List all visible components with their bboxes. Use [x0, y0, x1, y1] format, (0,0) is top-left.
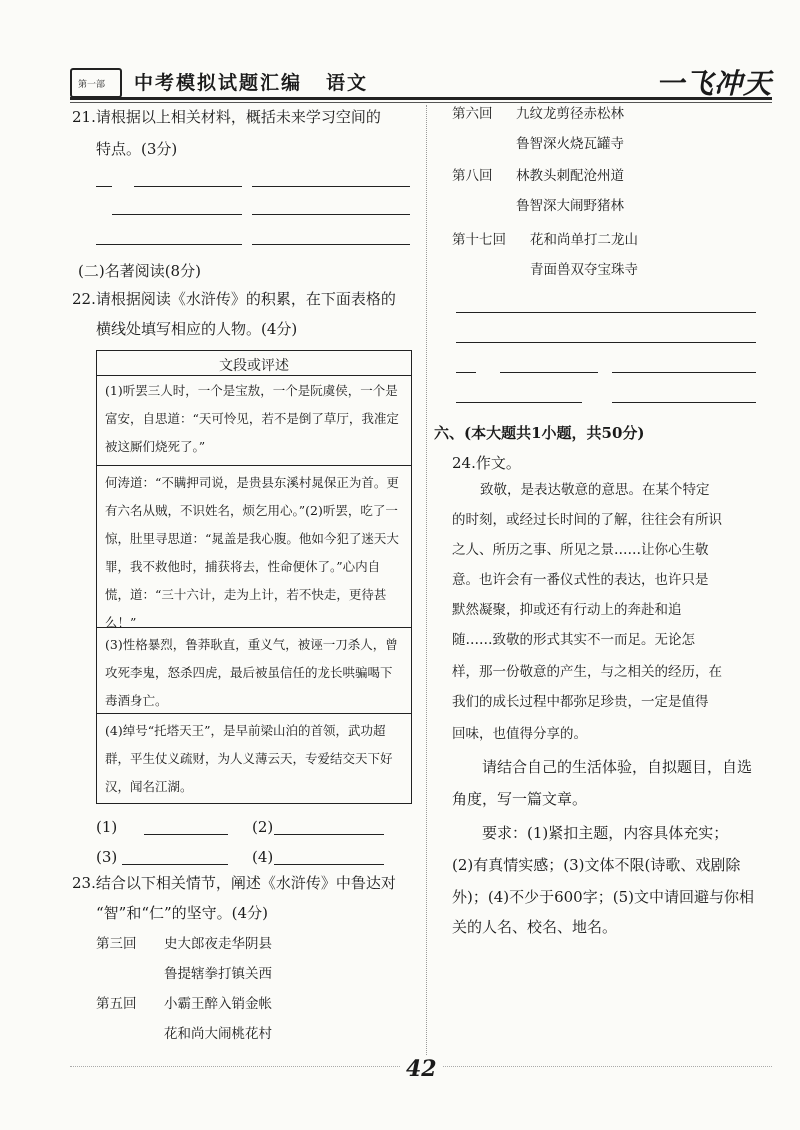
q22-line1: 22.请根据阅读《水浒传》的积累，在下面表格的 — [72, 290, 396, 308]
essay-instruction-line: 角度，写一篇文章。 — [452, 790, 588, 808]
answer-line[interactable] — [500, 372, 598, 373]
chapter-title: 林教头刺配沧州道 — [516, 168, 624, 184]
section-reading-heading: (二)名著阅读(8分) — [78, 262, 201, 280]
chapter-title: 花和尚大闹桃花村 — [164, 1026, 272, 1042]
chapter-title: 鲁智深大闹野猪林 — [516, 198, 624, 214]
essay-prompt-line: 的时刻，或经过长时间的了解，往往会有所识 — [452, 512, 722, 528]
chapter-title: 鲁提辖拳打镇关西 — [164, 966, 272, 982]
table-divider — [97, 465, 411, 466]
chapter-num: 第十七回 — [452, 232, 506, 248]
table-row-2: 何涛道：“不瞒押司说，是贵县东溪村晁保正为首。更有六名从贼，不识姓名，烦乞用心。”(2)听罢，吃了一惊，肚里寻思道：“晁盖是我心腹。他如今犯了迷天大罪，我不救他时，捕获将去，性命便休了。”心内自慌，道：“三十六计，走为上计，若不快走，更待甚么！” — [105, 475, 399, 630]
header-rule-thin — [70, 102, 772, 103]
essay-prompt-line: 之人、所历之事、所见之景……让你心生敬 — [452, 542, 709, 558]
blank-label-2: (2) — [252, 818, 274, 836]
essay-prompt-line: 回味，也值得分享的。 — [452, 726, 587, 742]
q23-line1: 23.结合以下相关情节，阐述《水浒传》中鲁达对 — [72, 874, 396, 892]
essay-instruction-line: 请结合自己的生活体验，自拟题目，自选 — [482, 758, 753, 776]
table-row-4: (4)绰号“托塔天王”，是早前梁山泊的首领，武功超群，平生仗义疏财，为人义薄云天，专爱结交天下好汉，闻名江湖。 — [105, 723, 393, 794]
essay-prompt-line: 致敬，是表达敬意的意思。在某个特定 — [480, 482, 710, 498]
essay-requirement-line: 要求：(1)紧扣主题，内容具体充实； — [482, 824, 729, 842]
blank-line-3[interactable] — [122, 864, 228, 865]
q21-line2: 特点。(3分) — [96, 140, 178, 158]
answer-line[interactable] — [252, 214, 410, 215]
section6-heading: 六、(本大题共1小题，共50分) — [434, 424, 645, 442]
reading-table — [96, 350, 412, 804]
subject-label: 语文 — [326, 72, 369, 94]
table-divider — [97, 627, 411, 628]
blank-label-1: (1) — [96, 818, 118, 836]
essay-requirement-line: 关的人名、校名、地名。 — [452, 918, 618, 936]
book-title — [134, 68, 368, 95]
answer-line[interactable] — [456, 372, 476, 373]
table-row-1: (1)听罢三人时，一个是宝敖，一个是阮虞侯，一个是富安，自思道：“天可怜见，若不是倒了草厅，我准定被这厮们烧死了。” — [105, 383, 399, 454]
table-row-3: (3)性格暴烈，鲁莽耿直，重义气，被诬一刀杀人，曾攻死李鬼，怒杀四虎，最后被虽信任的龙长哄骗喝下毒酒身亡。 — [105, 637, 398, 708]
answer-line[interactable] — [456, 342, 756, 343]
essay-prompt-line: 意。也许会有一番仪式性的表达，也许只是 — [452, 572, 709, 588]
chapter-num: 第八回 — [452, 168, 493, 184]
q24-label: 24.作文。 — [452, 454, 521, 472]
brand-logo: 一飞冲天 — [655, 67, 772, 100]
blank-label-4: (4) — [252, 848, 274, 866]
essay-requirement-line: 外)；(4)不少于600字；(5)文中请回避与你相 — [452, 888, 754, 906]
header-rule — [70, 97, 772, 100]
essay-requirement-line: (2)有真情实感；(3)文体不限(诗歌、戏剧除 — [452, 856, 741, 874]
answer-line[interactable] — [252, 186, 410, 187]
answer-line[interactable] — [456, 402, 582, 403]
logo-text: 第一部 — [78, 80, 106, 90]
essay-prompt-line: 样，那一份敬意的产生，与之相关的经历，在 — [452, 664, 722, 680]
chapter-num: 第三回 — [96, 936, 137, 952]
answer-line[interactable] — [134, 186, 242, 187]
essay-prompt-line: 我们的成长过程中都弥足珍贵，一定是值得 — [452, 694, 709, 710]
blank-label-3: (3) — [96, 848, 118, 866]
chapter-title: 鲁智深火烧瓦罐寺 — [516, 136, 624, 152]
table-header: 文段或评述 — [219, 358, 289, 374]
chapter-title: 花和尚单打二龙山 — [530, 232, 638, 248]
chapter-title: 青面兽双夺宝珠寺 — [530, 262, 638, 278]
q23-line2: “智”和“仁”的坚守。(4分) — [96, 904, 268, 922]
essay-prompt-line: 随……致敬的形式其实不一而足。无论怎 — [452, 632, 695, 648]
chapter-num: 第六回 — [452, 106, 493, 122]
essay-prompt-line: 默然凝聚，抑或还有行动上的奔赴和追 — [452, 602, 682, 618]
chapter-title: 九纹龙剪径赤松林 — [516, 106, 624, 122]
answer-line[interactable] — [252, 244, 410, 245]
page-header — [70, 62, 772, 100]
table-divider — [97, 713, 411, 714]
chapter-title: 小霸王醉入销金帐 — [164, 996, 272, 1012]
answer-line[interactable] — [612, 372, 756, 373]
book-logo — [70, 68, 122, 98]
column-divider — [426, 105, 427, 1065]
table-divider — [97, 375, 411, 376]
page-number: 42 — [400, 1056, 443, 1082]
answer-line[interactable] — [112, 214, 242, 215]
answer-line[interactable] — [612, 402, 756, 403]
blank-line-1[interactable] — [144, 834, 228, 835]
q21-line1: 21.请根据以上相关材料，概括未来学习空间的 — [72, 108, 381, 126]
answer-line[interactable] — [456, 312, 756, 313]
blank-line-4[interactable] — [274, 864, 384, 865]
q22-line2: 横线处填写相应的人物。(4分) — [96, 320, 298, 338]
blank-line-2[interactable] — [274, 834, 384, 835]
book-title-text: 中考模拟试题汇编 — [134, 72, 303, 94]
answer-line[interactable] — [96, 186, 112, 187]
chapter-num: 第五回 — [96, 996, 137, 1012]
chapter-title: 史大郎夜走华阴县 — [164, 936, 272, 952]
answer-line[interactable] — [96, 244, 242, 245]
